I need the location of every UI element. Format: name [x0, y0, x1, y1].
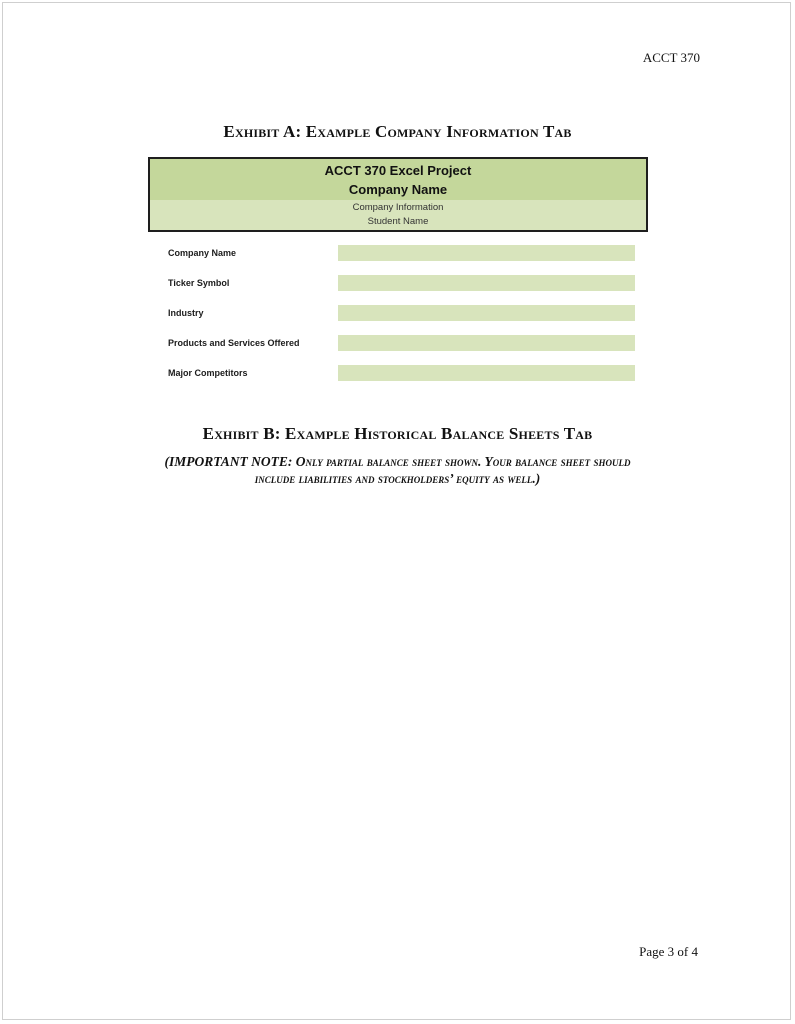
field-label: Company Name: [168, 248, 237, 258]
field-label: Ticker Symbol: [168, 278, 230, 288]
field-input-box: [338, 245, 635, 261]
exhibit-a-heading: Exhibit A: Example Company Information Tab: [223, 122, 572, 141]
sheet-company-name: Company Name: [348, 181, 448, 197]
exhibit-b-heading: Exhibit B: Example Historical Balance Sheets Tab: [202, 424, 593, 443]
field-row-ticker-symbol: [168, 275, 638, 293]
sheet-subtitle-band: [150, 200, 646, 230]
field-label: Products and Services Offered: [168, 338, 300, 348]
page-number: Page 3 of 4: [639, 944, 698, 959]
running-header: ACCT 370: [642, 50, 700, 65]
important-note: [80, 453, 715, 487]
sheet-subtitle: Company Information: [352, 202, 444, 213]
field-row-industry: [168, 305, 638, 323]
note-line-2: include liabilities and stockholders’ equity as well.): [254, 471, 541, 486]
field-row-products-services: [168, 335, 638, 353]
sheet-title: ACCT 370 Excel Project: [324, 162, 472, 178]
field-input-box: [338, 305, 635, 321]
document-page: [2, 2, 791, 1020]
field-label: Major Competitors: [168, 368, 248, 378]
field-label: Industry: [168, 308, 204, 318]
field-row-company-name: [168, 245, 638, 263]
field-input-box: [338, 275, 635, 291]
field-input-box: [338, 335, 635, 351]
spreadsheet-header-block: [148, 157, 648, 232]
field-input-box: [338, 365, 635, 381]
sheet-student-name: Student Name: [367, 216, 429, 227]
field-row-major-competitors: [168, 365, 638, 383]
sheet-title-band: [150, 159, 646, 200]
note-line-1: (IMPORTANT NOTE: Only partial balance sheet shown. Your balance sheet should: [164, 454, 631, 469]
